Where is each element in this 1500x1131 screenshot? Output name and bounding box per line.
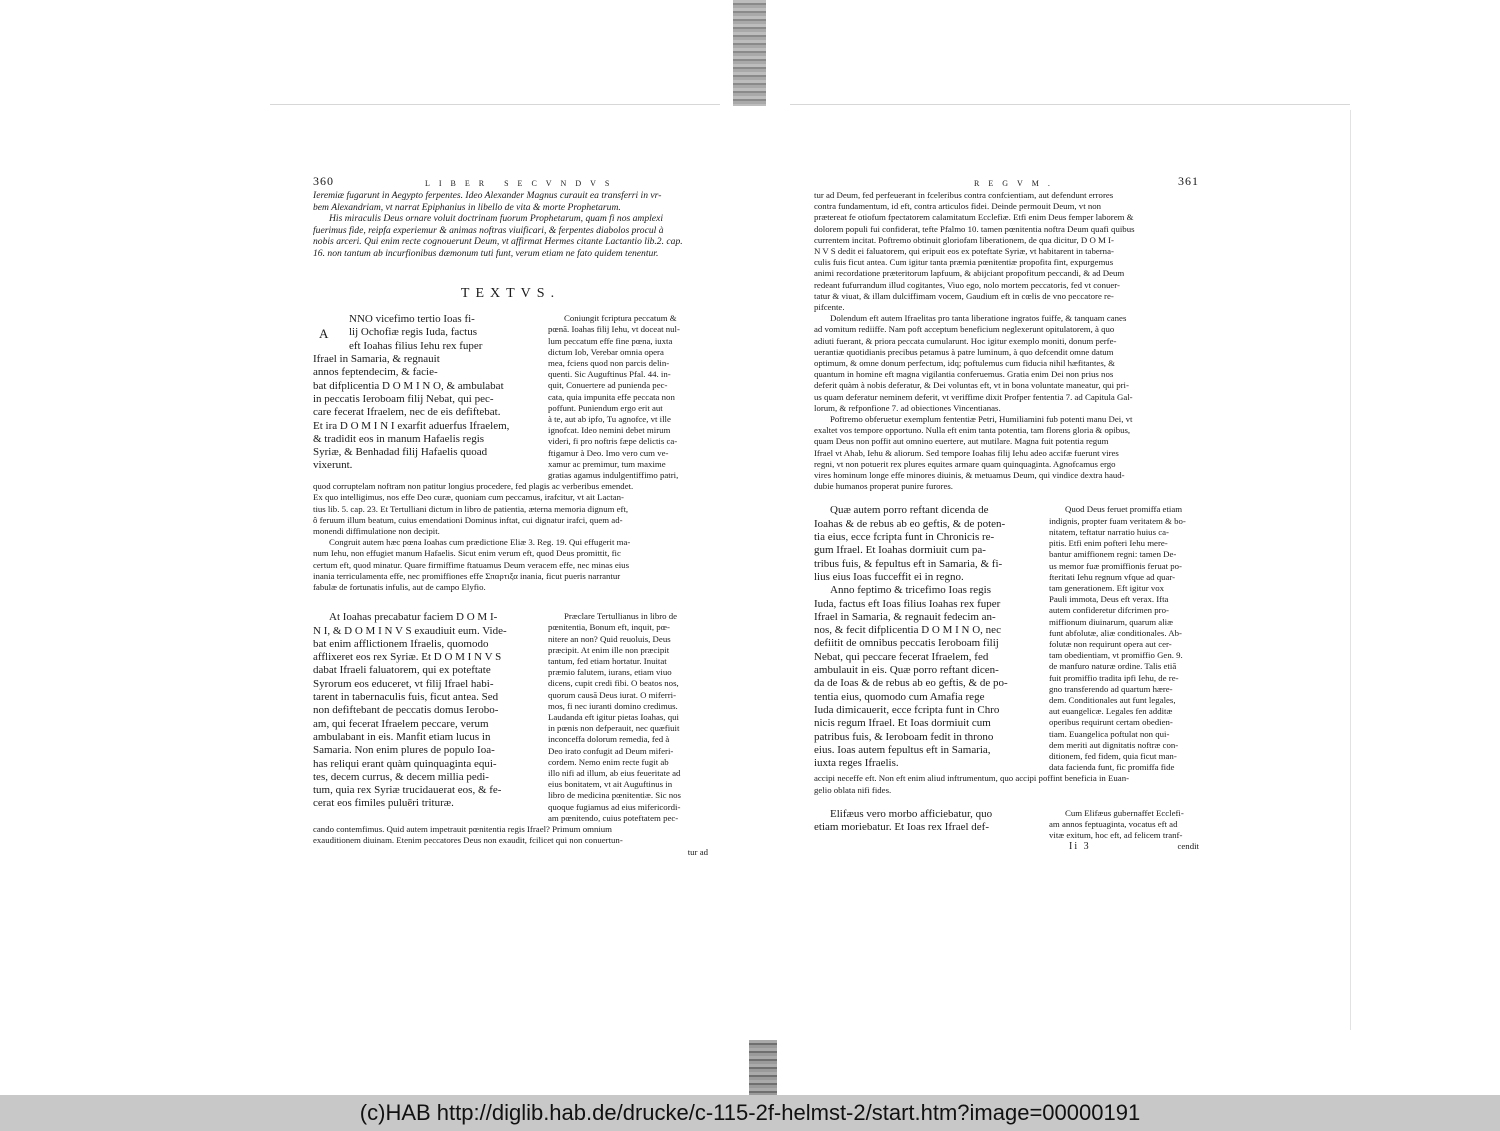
text-line: cerat eos fimiles puluēri trituræ. [313,797,454,810]
text-line: has reliqui erant quàm quinquaginta equi- [313,757,497,770]
comm-line: funt abfolutæ, aliæ conditionales. Ab- [1049,627,1182,638]
comm-line: præcipit. At enim ille non præcipit [548,644,670,655]
commentary-c-full [814,773,1199,795]
comm-line: vitæ exitum, hoc eft, ad felicem tranf- [1049,830,1183,841]
left-running-head [313,176,708,190]
comm-line: tiam. Euangelica poftulat non qui- [1049,728,1170,739]
comm-line: Pauli immota, Deus eft verax. Ifta [1049,594,1169,605]
comm-line: à te, aut ab ipfo, Tu agnofce, vt ille [548,413,671,424]
comm-line: xamur ac premimur, tum maxime [548,458,666,469]
text-line: lij Ochofiæ regis Iuda, factus [349,326,477,339]
comm-line: am annos feptuaginta, vocatus eft ad [1049,818,1178,829]
comm-line: dictum Iob, Verebar omnia opera [548,346,664,357]
text-line: dabat Ifraeli faluatorem, qui ex poteftate [313,664,491,677]
page-edge-left [270,104,720,105]
comm-line: quod corruptelam noftram non patitur longius procedere, fed plagis ac verberibus emendet. [313,481,634,492]
text-line: care fecerat Ifraelem, nec de eis defiftebat. [313,406,501,419]
comm-line: culis fuis ficut antea. Cum igitur tanta præmia pœnitentiæ propofita fint, expurgemus [814,257,1114,268]
text-line: & tradidit eos in manum Hafaelis regis [313,432,485,445]
intro-line: Ieremiæ fugarunt in Aegypto ferpentes. Ideo Alexander Magnus curauit ea transferri in vr- [313,190,662,201]
comm-line: ô feruum illum beatum, cuius emendationi Dominus inftat, cui dignatur irafci, quem ad- [313,514,623,525]
comm-line: cordem. Nemo enim recte fugit ab [548,756,669,767]
section-heading: TEXTVS. [460,285,561,301]
right-page-number: 361 [1178,174,1199,188]
catchword: cendit [1177,841,1199,852]
intro-line: 16. non tantum ab incurfionibus dæmonum tuti funt, verum etiam ne fato quidem tenentur. [313,247,659,259]
comm-line: bantur amiffionem regni: tamen De- [1049,549,1177,560]
comm-line: tantum, fed etiam hortatur. Inuitat [548,656,667,667]
comm-line: Congruit autem hæc pœna Ioahas cum prædictione Eliæ 3. Reg. 19. Qui effugerit ma- [329,537,631,548]
catchword: tur ad [687,846,708,857]
drop-cap: A [319,326,329,342]
text-line: tribus fuis, & fepultus eft in Samaria, & fi- [814,557,1003,570]
comm-line: redeant fufurrandum illud cogitantes, Viuo ego, nolo mortem peccatoris, fed vt conuer- [814,279,1120,290]
commentary-a [548,313,708,481]
comm-line: pœnitentia, Bonum eft, inquit, pœ- [548,622,670,633]
comm-line: dubie humanos properat punire furores. [814,481,953,492]
comm-line: gelio oblata nifi fides. [814,784,892,795]
text-line: tentia eius, quomodo cum Amafia rege [814,690,985,703]
commentary-b-full [313,824,708,858]
text-line: defiitit de omnibus peccatis Ieroboam filij [814,637,999,650]
intro-line: His miraculis Deus ornare voluit doctrinam fuorum Prophetarum, quam fi nos amplexi [329,213,663,225]
page-edge-outer [1350,110,1351,1030]
comm-line: quit, Conuertere ad punienda pec- [548,380,668,391]
credit-bar: (c)HAB http://diglib.hab.de/drucke/c-115-2f-helmst-2/start.htm?image=00000191 [0,1095,1500,1131]
commentary-a-full [313,481,708,593]
intro-line: nobis arceri. Qui enim recte cognouerunt Deum, vt affirmat Hermes citante Lactantio lib.2. cap. [313,236,683,248]
comm-line: N V S dedit ei faluatorem, qui eripuit eos ex poteftate Syriæ, vt habitarent in taberna- [814,246,1114,257]
commentary-d [1049,808,1199,853]
bible-text-a [313,313,538,481]
comm-line: nitere an non? Quid reuoluis, Deus [548,633,671,644]
comm-line: miffionum diuinarum, quarum aliæ [1049,616,1173,627]
comm-line: deferit quàm à nobis deferatur, & Dei voluntas eft, vt in bona voluntate maneatur, qui pri- [814,380,1129,391]
comm-line: videri, fi pro noftris fæpe delictis ca- [548,436,678,447]
comm-line: Poftremo obferuetur exemplum fententiæ Petri, Humiliamini fub potenti manu Dei, vt [830,414,1133,425]
comm-line: dolorem populi fui confiderat, tefte Pfalmo 10. tamen pœnitentia noftra Deum quafi quibus [814,223,1135,234]
comm-line: tius lib. 5. cap. 23. Et Tertulliani dictum in libro de patientia, æterna memoria dignum eft, [313,503,629,514]
comm-line: nitatem, teftatur narratio huius ca- [1049,526,1169,537]
comm-line: Deo irato confugit ad Deum miferi- [548,745,674,756]
comm-line: eius bonitatem, vt ait Auguftinus in [548,779,673,790]
comm-line: tur ad Deum, fed perfeuerant in fceleribus contra confcientiam, aut defendunt errores [814,190,1114,200]
comm-line: illo nifi ad illum, ab eius feueritate ad [548,768,681,779]
text-line: Et ira D O M I N I exarfit aduerfus Ifraelem, [313,419,510,432]
text-line: tia eius, ecce fcripta funt in Chronicis re- [814,531,995,544]
comm-line: fteritati Iehu regnum vfque ad quar- [1049,571,1176,582]
text-line: eft Ioahas filius Iehu rex fuper [349,339,483,352]
comm-line: Quod Deus feruet promiffa etiam [1065,504,1183,515]
text-block-d [814,808,1199,853]
comm-line: Dolendum eft autem Ifraelitas pro tanta liberatione ingratos fuiffe, & tanquam canes [830,313,1127,324]
bible-text-c [814,504,1039,773]
text-line: da de Ioas & de rebus ab eo geftis, & de po- [814,677,1008,690]
comm-line: gratias agamus indulgentiffimo patri, [548,470,679,480]
comm-line: Laudanda eft igitur pietas Ioahas, qui [548,712,679,723]
text-line: At Ioahas precabatur faciem D O M I- [329,611,498,624]
intro-paragraph [313,190,708,260]
text-line: Quæ autem porro reftant dicenda de [830,504,989,517]
comm-line: autem confideretur difcrimen pro- [1049,605,1169,616]
bible-text-b [313,611,541,824]
text-line: Ifrael in Samaria, & regnauit fedecim an- [814,610,996,623]
comm-line: us quam deferatur neminem deferit, vt veriffime dixit Profper fententia 7. ad Capitula Gal- [814,391,1133,402]
comm-line: libro de medicina pœnitentiæ. Sic nos [548,790,681,801]
text-line: N I, & D O M I N V S exaudiuit eum. Vide- [313,624,507,637]
text-line: Iuda dimicauerit, ecce fcripta funt in Chro [814,703,1000,716]
comm-line: pifcente. [814,302,845,313]
text-line: gum Ifrael. Et Ioahas dormiuit cum pa- [814,544,986,557]
comm-line: pitis. Etfi enim pofteri Iehu mere- [1049,538,1168,549]
comm-line: quoque fugiamus ad eius mifericordi- [548,801,681,812]
comm-line: exaltet vos tempore opportuno. Nulla eft enim tanta potentia, tam florens gloria & opibus, [814,425,1131,436]
text-line: Syrorum eos educeret, vt filij Ifrael habi- [313,677,494,690]
text-line: etiam moriebatur. Et Ioas rex Ifrael def- [814,821,990,834]
comm-line: tam obedientiam, vt promiffio Gen. 9. [1049,650,1183,661]
text-line: ambulauit in eis. Quæ porro reftant dicen- [814,664,999,677]
text-line: in peccatis Ieroboam filij Nebat, qui pec- [313,392,494,405]
comm-line: currentem incitat. Poftremo obtinuit gloriofam liberationem, de qua dicitur, D O M I- [814,234,1114,245]
text-line: tes, decem currus, & decem millia pedi- [313,770,489,783]
text-line: NNO vicefimo tertio Ioas fi- [349,313,475,326]
comm-line: quam Deus non poffit aut omnino euertere, aut mutilare. Magna fuit potentia regum [814,436,1109,447]
text-line: Ioahas & de rebus ab eo geftis, & de poten- [814,517,1006,530]
comm-line: Ex quo intelligimus, nos effe Deo curæ, quoniam cum peccamus, irafcitur, vt ait Lactan- [313,492,624,503]
text-line: patribus fuis, & Ieroboam fedit in throno [814,730,994,743]
comm-line: am pœnitendo, cuius poteftatem pec- [548,812,679,823]
comm-line: indignis, propter fuam veritatem & bo- [1049,515,1186,526]
text-line: Iuda, factus eft Ioas filius Ioahas rex fuper [814,597,1001,610]
text-line: Syriæ, & Benhadad filij Hafaelis quoad [313,446,488,459]
left-page-number: 360 [313,174,334,188]
comm-line: lorum, & refponfione 7. ad obiectiones Vincentianas. [814,402,1001,413]
text-line: iuxta reges Ifraelis. [814,757,899,770]
binding-gutter-top [733,0,766,106]
comm-line: animi recordatione præteritorum lapfuum, & abijciant propofitum peccandi, & ad Deum [814,268,1125,279]
text-line: Nebat, qui peccare fecerat Ifraelem, fed [814,650,989,663]
comm-line: inconceffa dolorum remedia, fed à [548,734,670,745]
comm-line: ftigamur à Deo. Imo vero cum ve- [548,447,669,458]
binding-gutter-bottom [749,1040,777,1095]
comm-line: quantum in homine eft magna vigilantia conferuemus. Gratia enim Dei non prius nos [814,369,1114,380]
comm-line: mea, fciens quod non parcis delin- [548,357,670,368]
page-foot [1049,841,1199,852]
comm-line: gno transferendo ad quartum hære- [1049,683,1173,694]
text-line: Elifæus vero morbo afficiebatur, quo [830,807,993,820]
comm-line: aut euangelicæ. Legales fen additæ [1049,706,1173,717]
text-line: lius eius Ioas fucceffit ei in regno. [814,570,964,583]
comm-line: monendi diffimulatione non decipit. [313,526,440,537]
comm-line: optimum, & omne donum perfectum, idq; poftulemus cum fiducia nihil hæfitantes, & [814,358,1116,369]
comm-line: ignofcat. Ideo nemini debet mirum [548,425,671,436]
text-block-c [814,504,1199,773]
left-page [313,176,708,858]
text-line: Anno feptimo & tricefimo Ioas regis [830,584,991,597]
comm-line: fabulæ de fortunatis infulis, aut de campo Elyfio. [313,582,486,593]
comm-line: fuit promiffio tradita ipfi Iehu, de re- [1049,672,1179,683]
commentary-b [548,611,708,824]
text-line: tarent in tabernaculis fuis, ficut antea. Sed [313,691,499,704]
text-line: nicis regum Ifrael. Et Ioas dormiuit cum [814,717,991,730]
comm-line: quorum causā Deus iurat. O miferri- [548,689,677,700]
comm-line: num Iehu, non effugiet manum Hafaelis. Sicut enim verum eft, quod Deus promittit, fic [313,548,621,559]
comm-line: dem. Conditionales aut funt legales, [1049,694,1176,705]
text-line: Ifrael in Samaria, & regnauit [313,353,440,366]
comm-line: adiuti fuerant, & priora peccata cumularunt. Hoc igitur exemplo moniti, donum perfe- [814,335,1117,346]
text-line: tum, quia rex Syriæ trucidauerat eos, & fe- [313,784,502,797]
text-line: vixerunt. [313,459,353,472]
text-line: am, qui fecerat Ifraelem peccare, verum [313,717,489,730]
text-block-b [313,611,708,824]
comm-line: lum peccatum effe fine pœna, iuxta [548,335,673,346]
text-line: Samaria. Non enim plures de populo Ioa- [313,744,495,757]
comm-line: exauditionem diuinam. Etenim peccatores Deus non exaudit, fcilicet qui non conuertun- [313,835,623,846]
text-line: nos, & fecit difplicentia D O M I N O, nec [814,624,1001,637]
comm-line: vires hominum longe effe minores diuinis, & metuamus Deum, qui vindice dextra haud- [814,470,1125,481]
comm-line: ditionem, fed fidem, quia ficut man- [1049,750,1177,761]
right-running-head [814,176,1199,190]
comm-line: uerantiæ quotidianis precibus petamus à patre luminum, à quo defcendit omne datum [814,346,1114,357]
comm-line: dem meriti aut dignitatis noftræ con- [1049,739,1179,750]
right-running-title: REGVM. [974,179,1059,188]
commentary-c [1049,504,1199,773]
comm-line: in pœnis non defperauit, nec quæfiuit [548,723,680,734]
comm-line: quenti. Sic Auguftinus Pfal. 44. in- [548,369,671,380]
comm-line: Coniungit fcriptura peccatum & [564,313,677,324]
left-running-title: LIBER SECVNDVS [425,179,619,188]
comm-line: certum eft, quod minatur. Quare firmiffime ftatuamus Deum veracem effe, nec minas eius [313,559,630,570]
intro-line: fuerimus fide, reipfa experiemur & animas noftras viuificari, & ferpentes diabolos procul à [313,224,664,236]
intro-line: bem Alexandriam, vt narrat Epiphanius in libello de vita & morte Prophetarum. [313,201,621,213]
comm-line: præmio falutem, iurans, etiam viuo [548,667,672,678]
text-line: bat enim afflictionem Ifraelis, quomodo [313,637,489,650]
signature-mark: Ii 3 [1069,841,1091,853]
bible-text-d [814,808,1039,853]
text-line: eius. Ioas autem fepultus eft in Samaria, [814,743,991,756]
comm-line: folutæ non requirunt opera aut cer- [1049,638,1172,649]
text-line: ambulabant in eis. Manfit etiam lucus in [313,730,491,743]
comm-line: cando contemfimus. Quid autem impetrauit pœnitentia regis Ifrael? Primum omnium [313,824,613,835]
comm-line: ad vomitum rediiffe. Nam poft acceptum beneficium neglexerunt opitulatorem, à quo [814,324,1115,335]
comm-line: tatur & viuat, & illam dulciffimam vocem, Gaudium eft in cœlis de vno peccatore re- [814,290,1114,301]
text-line: annos feptendecim, & facie- [313,366,438,379]
comm-line: inania terriculamenta effe, nec promiffiones effe Σπαρτιξα inania, ficut pueris narrantur [313,570,621,581]
comm-line: us memor fuæ promiffionis feruat po- [1049,560,1182,571]
text-line: bat difplicentia D O M I N O, & ambulabat [313,379,504,392]
comm-line: Cum Elifæus gubernaffet Ecclefi- [1065,807,1184,818]
text-line: non defiftebant de peccatis domus Ierobo- [313,704,499,717]
commentary-continued [814,190,1199,492]
comm-line: poffunt. Puniendum ergo erit aut [548,402,663,413]
comm-line: Præclare Tertullianus in libro de [564,611,678,622]
comm-line: prætereat fe otiofum fpectatorem calamitatum Ecclefiæ. Etfi enim Deus femper laborem & [814,212,1134,223]
comm-line: de manfuro naturæ ordine. Talis etiā [1049,661,1177,672]
comm-line: mos, fi nec iuranti domino credimus. [548,700,678,711]
text-line: afflixeret eos rex Syriæ. Et D O M I N V S [313,651,502,664]
right-page [814,176,1199,853]
comm-line: pœnā. Ioahas filij Iehu, vt doceat nul- [548,324,680,335]
comm-line: cata, quia impunita effe peccata non [548,391,675,402]
comm-line: dicens, cupit credi fibi. O beatos nos, [548,678,679,689]
comm-line: regni, vt non potuerit rex plures equites armare quam quinquaginta. Agnofcamus ergo [814,458,1116,469]
page-edge-right [790,104,1350,105]
comm-line: operibus requirunt certam obedien- [1049,717,1173,728]
text-block-a [313,313,708,481]
comm-line: Ifrael vt Ahab, Iehu & aliorum. Sed tempore Ioahas filij Iehu adeo accifæ fuerunt vires [814,447,1119,458]
comm-line: accipi neceffe eft. Non eft enim aliud inftrumentum, quo accipi poffint beneficia in Euan- [814,773,1130,784]
comm-line: contra fundamentum, id eft, contra articulos fidei. Deinde permouit Deum, vt non [814,201,1102,212]
comm-line: data facienda funt, fic promiffa fide [1049,762,1175,773]
comm-line: tam generationem. Eft igitur vox [1049,582,1165,593]
